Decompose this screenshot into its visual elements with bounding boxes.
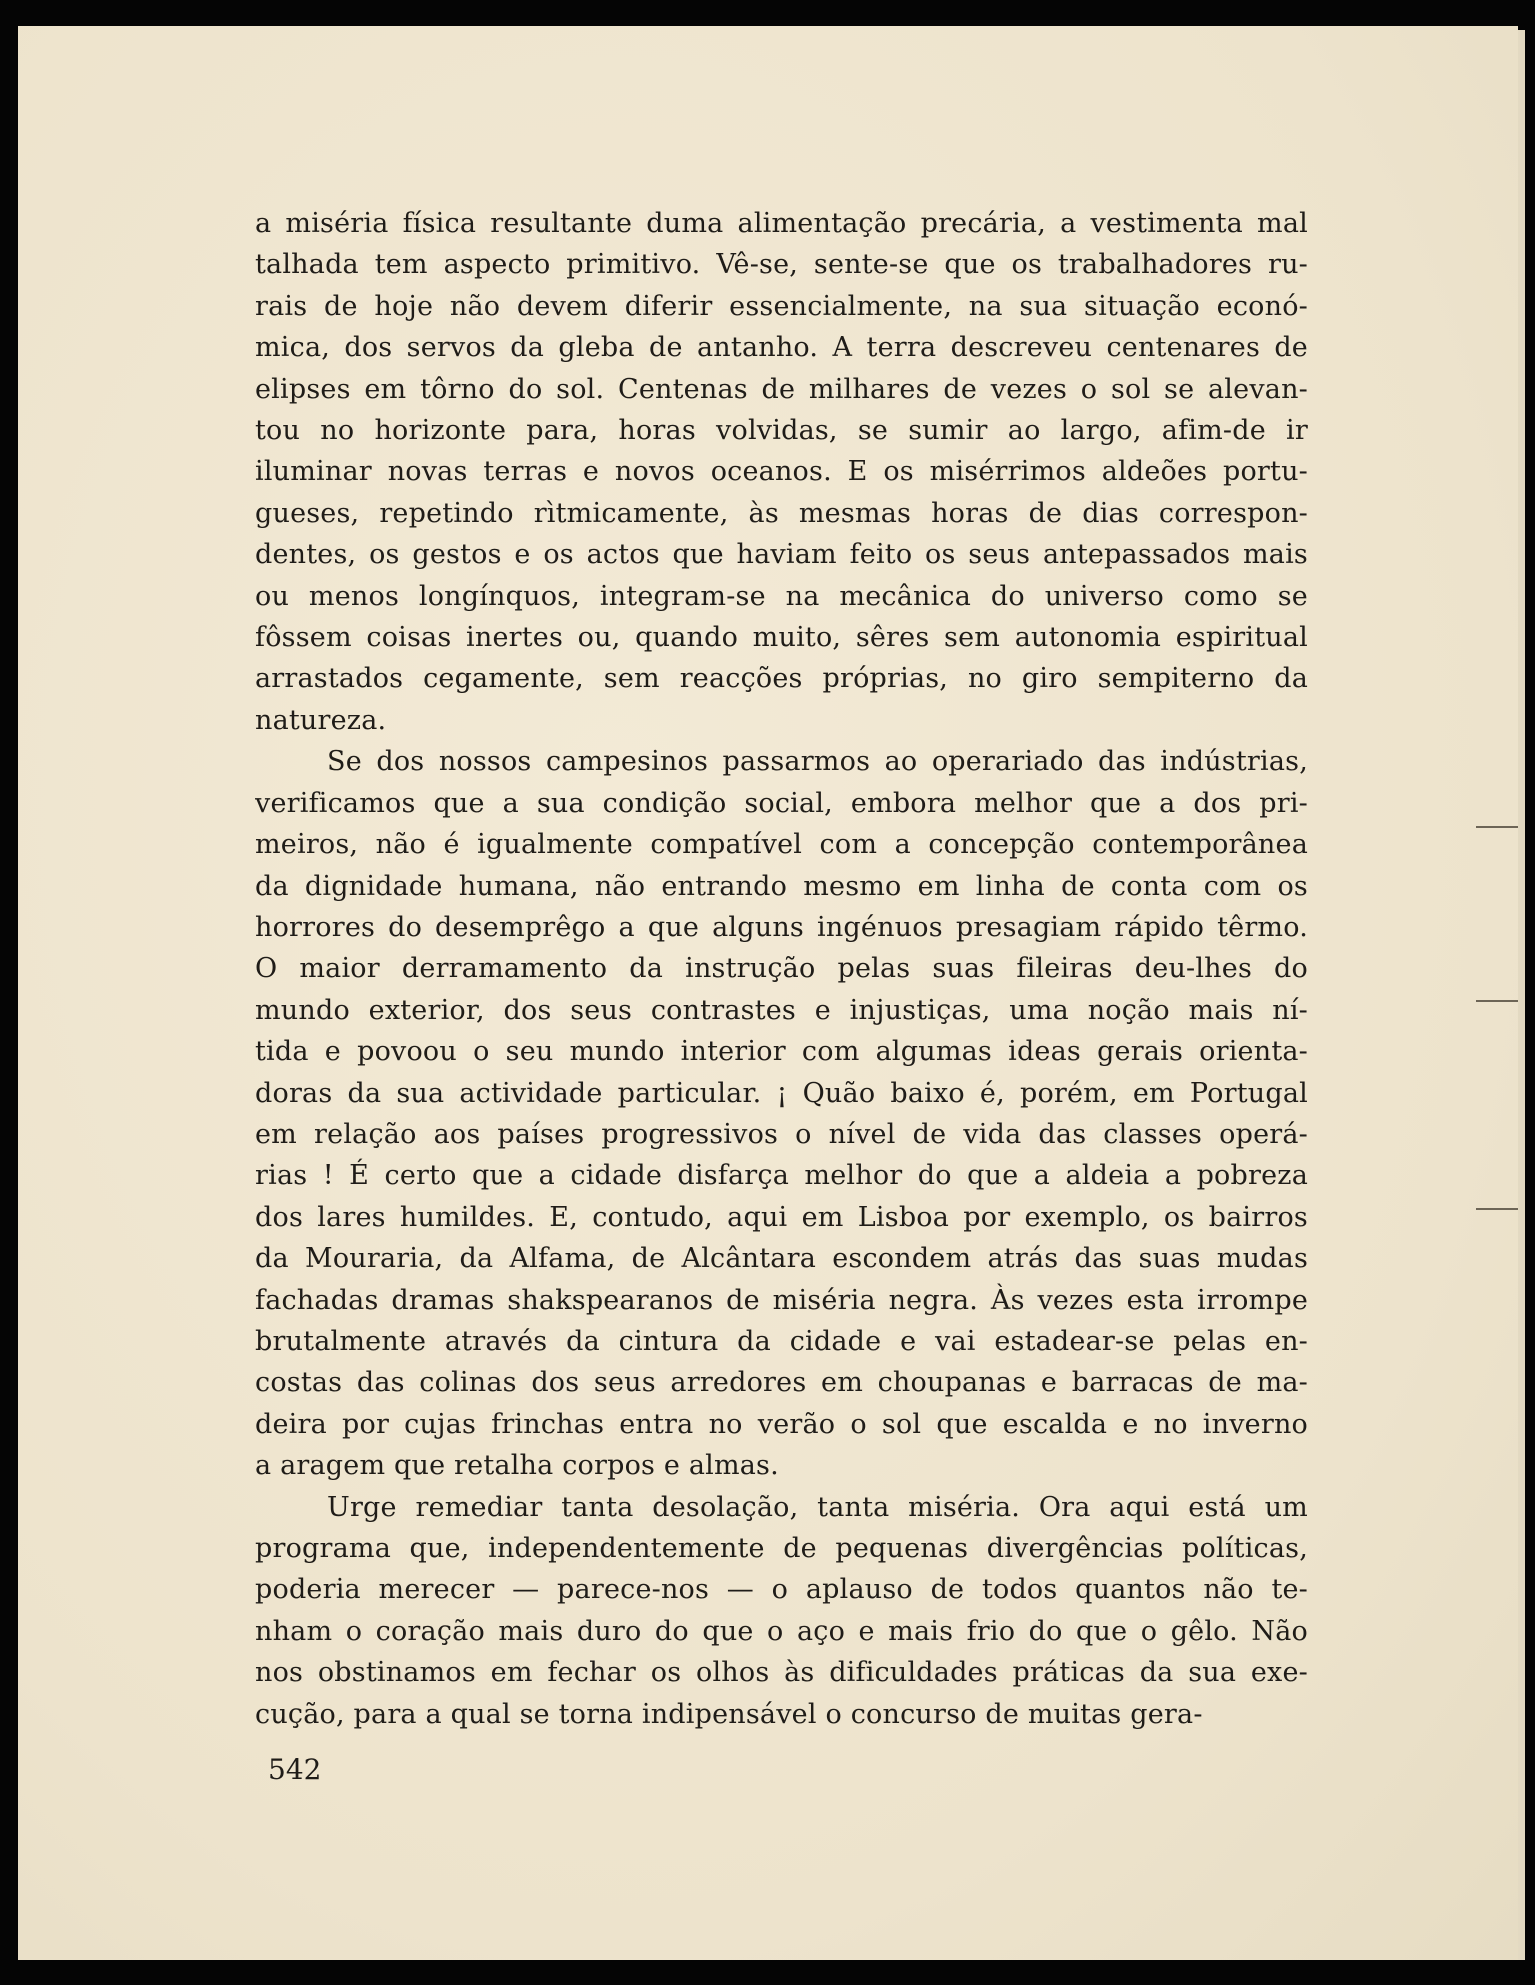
text-line: nos obstinamos em fechar os olhos às dificuldades práticas da sua exe-	[255, 1657, 1308, 1689]
text-line: em relação aos países progressivos o nível de vida das classes operá-	[255, 1118, 1308, 1150]
text-line: doras da sua actividade particular. ¡ Quão baixo é, porém, em Portugal	[255, 1077, 1308, 1109]
text-line: elipses em tôrno do sol. Centenas de milhares de vezes o sol se alevan-	[255, 373, 1308, 405]
text-line: verificamos que a sua condição social, embora melhor que a dos pri-	[255, 787, 1308, 819]
text-line: dos lares humildes. E, contudo, aqui em Lisboa por exemplo, os bairros	[255, 1201, 1308, 1233]
paragraph	[255, 741, 1308, 1486]
text-line: horrores do desemprêgo a que alguns ingénuos presagiam rápido têrmo.	[255, 911, 1308, 943]
page-number: 542	[268, 1753, 322, 1786]
text-line: costas das colinas dos seus arredores em choupanas e barracas de ma-	[255, 1367, 1308, 1399]
text-line: da dignidade humana, não entrando mesmo em linha de conta com os	[255, 870, 1308, 902]
text-line: dentes, os gestos e os actos que haviam feito os seus antepassados mais	[255, 539, 1308, 571]
text-line: mundo exterior, dos seus contrastes e injustiças, uma noção mais ní-	[255, 994, 1308, 1026]
text-line: programa que, independentemente de pequenas divergências políticas,	[255, 1533, 1308, 1564]
text-line: da Mouraria, da Alfama, de Alcântara escondem atrás das suas mudas	[255, 1243, 1308, 1275]
text-line: deira por cujas frinchas entra no verão o sol que escalda e no inverno	[255, 1408, 1308, 1440]
text-line: Urge remediar tanta desolação, tanta miséria. Ora aqui está um	[327, 1491, 1308, 1523]
text-line: tida e povoou o seu mundo interior com algumas ideas gerais orienta-	[255, 1036, 1308, 1068]
text-line: O maior derramamento da instrução pelas suas fileiras deu-lhes do	[255, 953, 1308, 985]
text-line: mica, dos servos da gleba de antanho. A terra descreveu centenares de	[255, 332, 1308, 364]
text-line: Se dos nossos campesinos passarmos ao operariado das indústrias,	[327, 746, 1308, 778]
text-line: natureza.	[255, 704, 387, 736]
text-line: gueses, repetindo rìtmicamente, às mesmas horas de dias correspon-	[255, 497, 1308, 529]
page-edge-mark	[1476, 1000, 1518, 1002]
text-line: fôssem coisas inertes ou, quando muito, sêres sem autonomia espiritual	[255, 622, 1308, 654]
text-line: cução, para a qual se torna indipensável o concurso de muitas gera-	[255, 1698, 1203, 1730]
page-edge-mark	[1476, 1208, 1518, 1210]
text-line: rais de hoje não devem diferir essencialmente, na sua situação econó-	[255, 290, 1308, 322]
text-line: ou menos longínquos, integram-se na mecânica do universo como se	[255, 580, 1308, 612]
text-line: talhada tem aspecto primitivo. Vê-se, sente-se que os trabalhadores ru-	[255, 249, 1308, 281]
text-line: a miséria física resultante duma alimentação precária, a vestimenta mal	[255, 208, 1308, 239]
text-line: nham o coração mais duro do que o aço e mais frio do que o gêlo. Não	[255, 1615, 1308, 1647]
paragraph	[255, 203, 1308, 741]
text-line: meiros, não é igualmente compatível com a concepção contemporânea	[255, 829, 1308, 861]
text-line: a aragem que retalha corpos e almas.	[255, 1450, 779, 1482]
paragraph	[255, 1487, 1308, 1735]
text-line: fachadas dramas shakspearanos de miséria negra. Às vezes esta irrompe	[255, 1284, 1308, 1316]
text-line: tou no horizonte para, horas volvidas, se sumir ao largo, afim-de ir	[255, 415, 1308, 447]
text-line: brutalmente através da cintura da cidade e vai estadear-se pelas en-	[255, 1325, 1308, 1357]
page-edge-mark	[1476, 826, 1518, 828]
text-line: iluminar novas terras e novos oceanos. E os misérrimos aldeões portu-	[255, 456, 1308, 488]
text-line: poderia merecer — parece-nos — o aplauso de todos quantos não te-	[255, 1574, 1308, 1606]
text-line: rias ! É certo que a cidade disfarça melhor do que a aldeia a pobreza	[255, 1160, 1308, 1192]
body-text	[255, 203, 1308, 1735]
text-line: arrastados cegamente, sem reacções próprias, no giro sempiterno da	[255, 663, 1308, 695]
